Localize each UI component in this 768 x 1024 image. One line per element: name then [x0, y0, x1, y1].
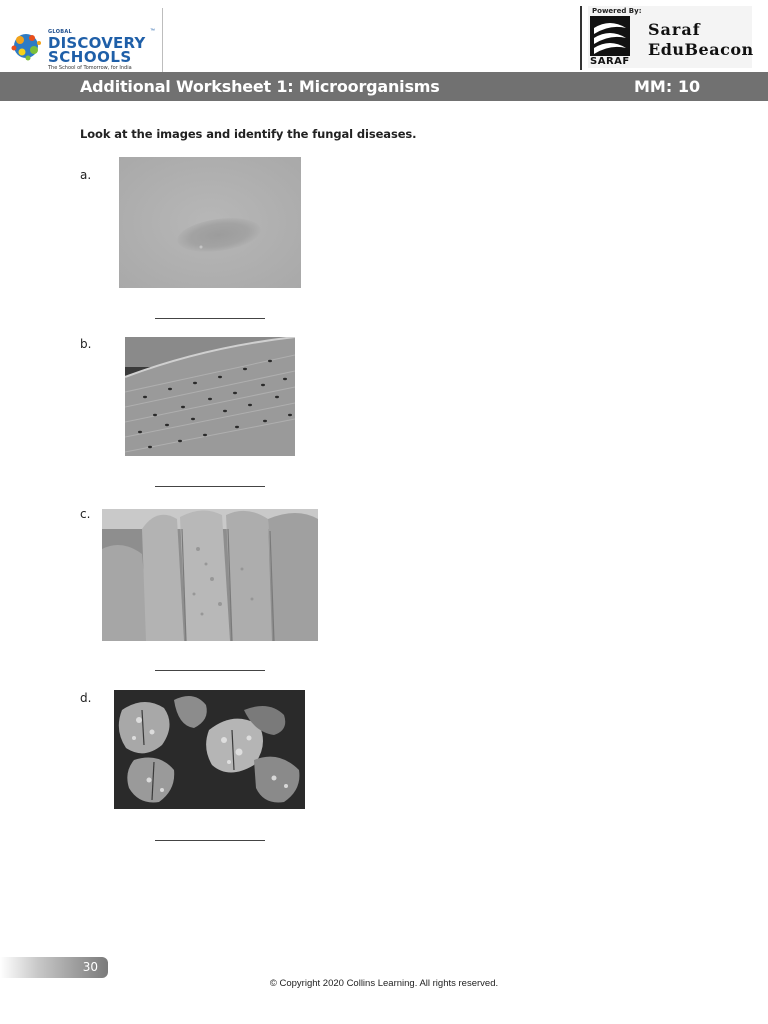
answer-line-d[interactable]: [155, 840, 265, 841]
gds-schools-text: SCHOOLS: [48, 48, 132, 66]
answer-line-b[interactable]: [155, 486, 265, 487]
globe-dots-icon: [10, 28, 44, 68]
saraf-emblem-text: SARAF: [590, 56, 630, 67]
answer-line-a[interactable]: [155, 318, 265, 319]
powered-by-text: Powered By:: [592, 7, 642, 15]
skin-patch-photo: [119, 157, 301, 288]
gds-trademark: ™: [150, 28, 155, 34]
fingers-fungus-photo: [102, 509, 318, 641]
gds-discovery-text: DISCOVERY: [48, 34, 146, 52]
question-c-label: c.: [80, 507, 91, 521]
answer-line-c[interactable]: [155, 670, 265, 671]
worksheet-title: Additional Worksheet 1: Microorganisms: [80, 77, 440, 96]
copyright-text: © Copyright 2020 Collins Learning. All rights reserved.: [269, 978, 499, 989]
page-number: 30: [82, 960, 98, 974]
saraf-name-text: Saraf: [648, 20, 701, 39]
edubeacon-name-text: EduBeacon: [648, 40, 754, 59]
leaf-spots-photo: [125, 337, 295, 456]
gds-tagline: The School of Tomorrow, for India: [48, 65, 132, 71]
mildew-leaves-photo: [114, 690, 305, 809]
question-b-label: b.: [80, 337, 92, 351]
question-d-label: d.: [80, 691, 92, 705]
gds-global-text: GLOBAL: [48, 29, 73, 35]
question-a-label: a.: [80, 168, 92, 182]
saraf-logo-panel: [588, 6, 752, 68]
saraf-edubeacon-logo: [580, 6, 752, 70]
instruction-text: Look at the images and identify the fungal diseases.: [80, 127, 417, 141]
max-marks: MM: 10: [634, 77, 701, 96]
header-divider: [162, 8, 163, 72]
saraf-emblem-icon: [590, 16, 630, 56]
title-bar: [0, 72, 768, 101]
global-discovery-schools-logo: [10, 20, 160, 74]
page-number-tab: [0, 957, 108, 978]
